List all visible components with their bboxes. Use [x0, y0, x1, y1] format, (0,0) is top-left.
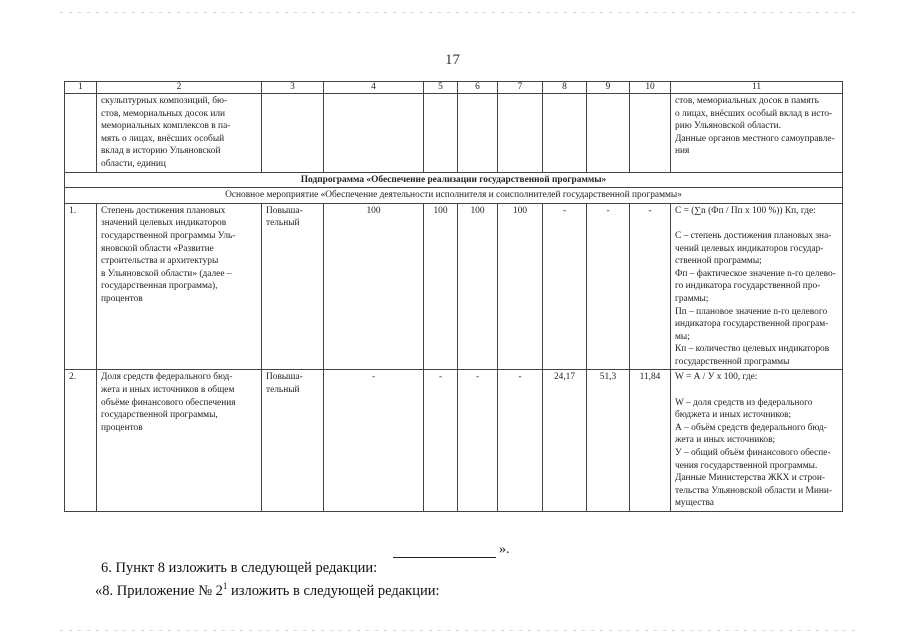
text-line: государственная программа),	[101, 281, 218, 292]
row-number-cell: 1.	[65, 203, 97, 370]
text-line: стов, мемориальных досок в память	[675, 96, 819, 106]
value-cell: -	[458, 370, 498, 512]
value-cell: -	[498, 370, 543, 512]
paragraph-item-6: 6. Пункт 8 изложить в следующей редакции:	[101, 560, 378, 576]
page-number: 17	[445, 52, 460, 68]
text-line: бюджета и иных источников;	[675, 410, 792, 421]
text-line: государственной программы,	[101, 410, 218, 421]
text-line: Степень достижения плановых	[101, 205, 226, 216]
column-number-4: 4	[324, 82, 424, 94]
text-line: скульптурных композиций, бю-	[101, 96, 228, 106]
value-cell: -	[630, 203, 671, 370]
value-cell: 51,3	[587, 370, 630, 512]
text-line: го индикатора государственной про-	[675, 281, 821, 292]
value-cell: -	[543, 203, 587, 370]
text-line: Данные Министерства ЖКХ и строи-	[675, 473, 825, 484]
value-cell: 100	[424, 203, 458, 370]
text-line: жета и иных источников;	[675, 435, 776, 446]
text-line: тельства Ульяновской области и Мини-	[675, 485, 833, 496]
row-number-cell: 2.	[65, 370, 97, 512]
text-line: мущества	[675, 498, 714, 509]
text-line: жета и иных источников в общем	[101, 385, 235, 396]
text-line: Кп – количество целевых индикаторов	[675, 344, 830, 355]
column-number-1: 1	[65, 82, 97, 94]
text-line: объёме финансового обеспечения	[101, 397, 236, 408]
text-line: индикатора государственной програм-	[675, 319, 829, 330]
text-line	[675, 384, 838, 397]
column-number-9: 9	[587, 82, 630, 94]
column-number-3: 3	[262, 82, 324, 94]
text-line: Фп – фактическое значение n-го целево-	[675, 268, 836, 279]
text-line: значений целевых индикаторов	[101, 218, 227, 229]
text-line: Доля средств федерального бюд-	[101, 372, 233, 383]
text-line: государственной программы	[675, 356, 790, 367]
subsection-row	[65, 188, 843, 204]
section-title: Подпрограмма «Обеспечение реализации государственной программы»	[65, 172, 843, 188]
superscript-index: 1	[222, 581, 228, 591]
value-cell: 100	[458, 203, 498, 370]
value-cell: 11,84	[630, 370, 671, 512]
text-line: Пп – плановое значение n-го целевого	[675, 306, 828, 317]
text-line: чения государственной программы.	[675, 460, 818, 471]
text-line: Данные органов местного самоуправле-	[675, 133, 835, 144]
direction-cell	[262, 370, 324, 512]
text-line: мы;	[675, 331, 690, 342]
continuation-name-cell	[97, 94, 262, 173]
value-cell: 100	[498, 203, 543, 370]
text-line: стов, мемориальных досок или	[101, 108, 226, 119]
section-row	[65, 172, 843, 188]
scan-artifact	[60, 630, 860, 631]
text-line: процентов	[101, 422, 143, 433]
text-line: ния	[675, 146, 690, 157]
text-line: тельный	[266, 385, 300, 396]
text-line: ственной программы;	[675, 256, 762, 267]
column-number-6: 6	[458, 82, 498, 94]
continuation-method-cell	[671, 94, 843, 173]
signature-blank-line	[393, 547, 496, 558]
subsection-title: Основное мероприятие «Обеспечение деятельности исполнителя и соисполнителей государственной программы»	[65, 188, 843, 204]
value-cell: -	[424, 370, 458, 512]
scan-artifact	[60, 12, 860, 13]
indicator-name-cell	[97, 203, 262, 370]
table-row	[65, 203, 843, 370]
column-number-8: 8	[543, 82, 587, 94]
text-line: W = А / У х 100, где:	[675, 372, 758, 383]
closing-quote: ».	[499, 542, 510, 557]
calculation-method-cell	[671, 203, 843, 370]
column-number-7: 7	[498, 82, 543, 94]
text-line: яновской области «Развитие	[101, 243, 214, 254]
value-cell: 24,17	[543, 370, 587, 512]
text-line: рию Ульяновской области.	[675, 121, 781, 132]
column-number-10: 10	[630, 82, 671, 94]
table-row	[65, 370, 843, 512]
text-line: Повыша-	[266, 372, 303, 383]
column-number-11: 11	[671, 82, 843, 94]
text-line: У – общий объём финансового обеспе-	[675, 448, 831, 459]
text-line: Повыша-	[266, 205, 303, 216]
text-line: мемориальных комплексов в па-	[101, 121, 231, 132]
value-cell: -	[587, 203, 630, 370]
calculation-method-cell	[671, 370, 843, 512]
text-line: в Ульяновской области» (далее –	[101, 268, 232, 279]
text-line: мять о лицах, внёсших особый	[101, 133, 225, 144]
text-line: С = (∑n (Фп / Пп х 100 %)) Кп, где:	[675, 205, 816, 216]
text-line: о лицах, внёсших особый вклад в исто-	[675, 108, 833, 119]
text-line: строительства и архитектуры	[101, 256, 219, 267]
text-line: чений целевых индикаторов государ-	[675, 243, 824, 254]
text-line: области, единиц	[101, 158, 166, 169]
paragraph-item-8: «8. Приложение № $2^1$ изложить в следующей редакции:	[95, 581, 440, 599]
continuation-row	[65, 94, 843, 173]
direction-cell	[262, 203, 324, 370]
indicators-table	[64, 81, 843, 512]
text-line: W – доля средств из федерального	[675, 397, 813, 408]
indicator-name-cell	[97, 370, 262, 512]
text-line: вклад в историю Ульяновской	[101, 146, 221, 157]
text-line: государственной программы Уль-	[101, 230, 236, 241]
text-line	[675, 217, 838, 230]
text-line: тельный	[266, 218, 300, 229]
text-line: процентов	[101, 293, 143, 304]
text-line: А – объём средств федерального бюд-	[675, 422, 827, 433]
value-cell: -	[324, 370, 424, 512]
column-number-2: 2	[97, 82, 262, 94]
column-number-row	[65, 82, 843, 94]
text-line: С – степень достижения плановых зна-	[675, 230, 832, 241]
column-number-5: 5	[424, 82, 458, 94]
value-cell: 100	[324, 203, 424, 370]
text-line: граммы;	[675, 293, 709, 304]
